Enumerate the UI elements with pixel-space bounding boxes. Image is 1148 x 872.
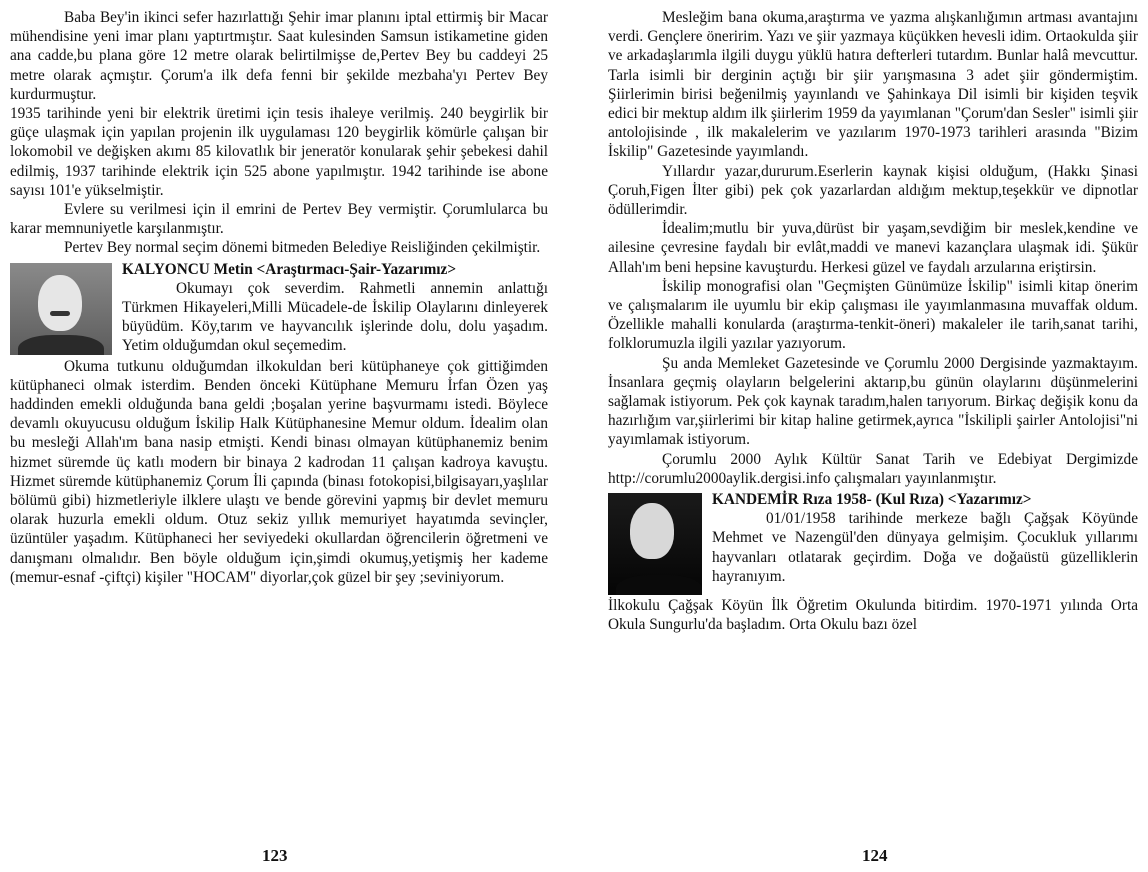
mustache-shape: [50, 311, 70, 316]
paragraph: İskilip monografisi olan "Geçmişten Günümüze İskilip" isimli kitap önerim ve çalışmalarım ile uyumlu bir ekip çalışması ile yayımlanmasına muvaffak oldum. Özellikle mahalli konularda (araştırma-tenkit-öneri) makaleler ile tarih,sanat tarihi, folklorumuzla ilgili yazılar yazıyorum.: [608, 277, 1138, 353]
paragraph: 1935 tarihinde yeni bir elektrik üretimi için tesis ihaleye verilmiş. 240 beygirlik bir güçe ulaşmak için yapılan projenin ilk uygulaması 120 beygirlik kömürle çalışan bir lokomobil ve değişken akımı 85 kilovatlık bir jeneratör konularak şehir şebekesi dahil edilmiş, 1937 tarihinde elektrik için 525 abone yapılmıştır. 1942 tarihinde ise abone sayısı 101'e yükselmiştir.: [10, 105, 548, 199]
paragraph: İlkokulu Çağşak Köyün İlk Öğretim Okulunda bitirdim. 1970-1971 yılında Orta Okula Sungurlu'da başladım. Orta Okulu bazı özel: [608, 597, 1138, 634]
bio-text-block: [712, 490, 1138, 595]
bio-entry-kalyoncu: [10, 260, 548, 356]
bio-heading: KALYONCU Metin <Araştırmacı-Şair-Yazarımız>: [122, 260, 457, 278]
paragraph: Çorumlu 2000 Aylık Kültür Sanat Tarih ve Edebiyat Dergimizde http://corumlu2000aylik.dergisi.info çalışmaları yayınlanmıştır.: [608, 450, 1138, 487]
left-page-column: [10, 8, 548, 587]
right-page-column: [608, 8, 1138, 634]
suit-shape: [616, 575, 702, 595]
page-number: 124: [862, 846, 888, 865]
suit-shape: [18, 335, 104, 355]
bio-text: 01/01/1958 tarihinde merkeze bağlı Çağşak Köyünde Mehmet ve Nazengül'den dünyaya gelmişim. Çocukluk yıllarımı hayvanları otlatarak geçirdim. Doğa ve doğaüstü güzelliklerin hayranıyım.: [712, 510, 1138, 585]
bio-text: Okumayı çok severdim. Rahmetli annemin anlattığı Türkmen Hikayeleri,Milli Mücadele-de İskilip Olaylarını dinleyerek büyüdüm. Köy,tarım ve hayvancılık işlerinde dolu, dolu yaşadım. Yetim olduğumdan okul seçemedim.: [122, 279, 548, 355]
paragraph: Yıllardır yazar,dururum.Eserlerin kaynak kişisi olduğum, (Hakkı Şinasi Çoruh,Figen İlter gibi) pek çok yazarlardan aldığım mektup,teşekkür ve dipnotlar ödüllerimdir.: [608, 162, 1138, 219]
page-number: 123: [262, 846, 288, 865]
face-shape: [38, 275, 82, 331]
bio-entry-kandemir: [608, 490, 1138, 595]
bio-heading: KANDEMİR Rıza 1958- (Kul Rıza) <Yazarımız>: [712, 491, 1032, 509]
paragraph: Mesleğim bana okuma,araştırma ve yazma alışkanlığımın artması avantajını verdi. Gençlere öneririm. Yazı ve şiir yazmaya küçükken hevesli idim. Ortaokulda şiir ve arkadaşlarımla ilgili duygu yüklü hatıra defterleri tutardım. Bunlar halâ mevcuttur. Tarla isimli bir derginin açtığı bir şiir yarışmasına 3 adet şiir göndermiştim. Şiirlerimin birisi beğenilmiş yayınlandı ve Şahinkaya Dil isimli bir kişiden teşvik edici bir mektup aldım ilk şiirlerim 1959 da yayımlanan "Çorum'dan Sesler" isimli şiir antolojisinde , ilk makalelerim ve yazılarım 1970-1973 tarihleri arasında "Bizim İskilip" Gazetesinde yayımlandı.: [608, 9, 1138, 161]
author-photo: [10, 263, 112, 355]
face-shape: [630, 503, 674, 559]
paragraph: Şu anda Memleket Gazetesinde ve Çorumlu 2000 Dergisinde yazmaktayım. İnsanlara geçmiş olayların belgelerini aktarıp,bu günün olaylarını düşünmelerini sağlamak istiyorum. Pek çok kaynak taradım,halen tarıyorum. Birkaç değişik konu da hazırlığım var,şiirlerimi bir kitap haline getirmek,ayrıca "İskilipli şairler Antolojisi"ni yayımlamak istiyorum.: [608, 354, 1138, 449]
bio-text-block: [122, 260, 548, 356]
paragraph: Baba Bey'in ikinci sefer hazırlattığı Şehir imar planını iptal ettirmiş bir Macar mühendisine yeni imar planı yaptırtmıştır. Saat kulesinden Samsun istikametine giden ana cadde,bu plana göre 12 metre olarak belirtilmişse de,Pertev Bey bu caddeyi 25 metre olarak açmıştır. Çorum'a ilk defa fenni bir şekilde mezbaha'yı Pertev Bey kurdurmuştur.: [10, 9, 548, 103]
author-photo: [608, 493, 702, 595]
paragraph: Evlere su verilmesi için il emrini de Pertev Bey vermiştir. Çorumlularca bu karar memnuniyetle karşılanmıştır.: [10, 201, 548, 238]
paragraph: İdealim;mutlu bir yuva,dürüst bir yaşam,sevdiğim bir meslek,kendine ve ailesine çevresine faydalı bir evlât,maddi ve manevi kazançlara ulaşmak idi. Şükür Allah'ım beni hepsine kavuşturdu. Herkesi güzel ve faydalı arzularına eriştirsin.: [608, 220, 1138, 276]
paragraph: Okuma tutkunu olduğumdan ilkokuldan beri kütüphaneye çok gittiğimden kütüphaneci olmak isterdim. Benden önceki Kütüphane Memuru İrfan Özen yaş haddinden emekli olduğunda bana geldi ;boşalan yerine başvurmamı istedi. Böylece devamlı okuyucusu olduğum İskilip Halk Kütüphanesine Memur oldum. İdealim olan bu mesleği Allah'ım bana nasip etmişti. Kendi binası olmayan kütüphanemiz benim hizmet süremde üç katlı modern bir binaya 2 kadrodan 11 çalışan kadroya kavuştu. Hizmet süremde kütüphanemiz Çorum İli çapında (binası fotokopisi,bilgisayarı,yaşlılar bölümü gibi) hizmetleriyle ilklere ulaştı ve bende görevini yapmış bir devlet memuru olarak huzurla emekli oldum. Otuz sekiz yıllık memuriyet hayatımda sevinçler, üzüntüler yaşadım. Kütüphaneci her seviyedeki okullardan öğrencilerin öğretmeni ve danışmanı olmalıdır. Ben böyle olduğum için,şimdi okumuş,yetişmiş her kademe (memur-esnaf -çiftçi) kişiler "HOCAM" diyorlar,çok güzel bir şey ;seviniyorum.: [10, 357, 548, 586]
paragraph: Pertev Bey normal seçim dönemi bitmeden Belediye Reisliğinden çekilmiştir.: [64, 239, 541, 257]
